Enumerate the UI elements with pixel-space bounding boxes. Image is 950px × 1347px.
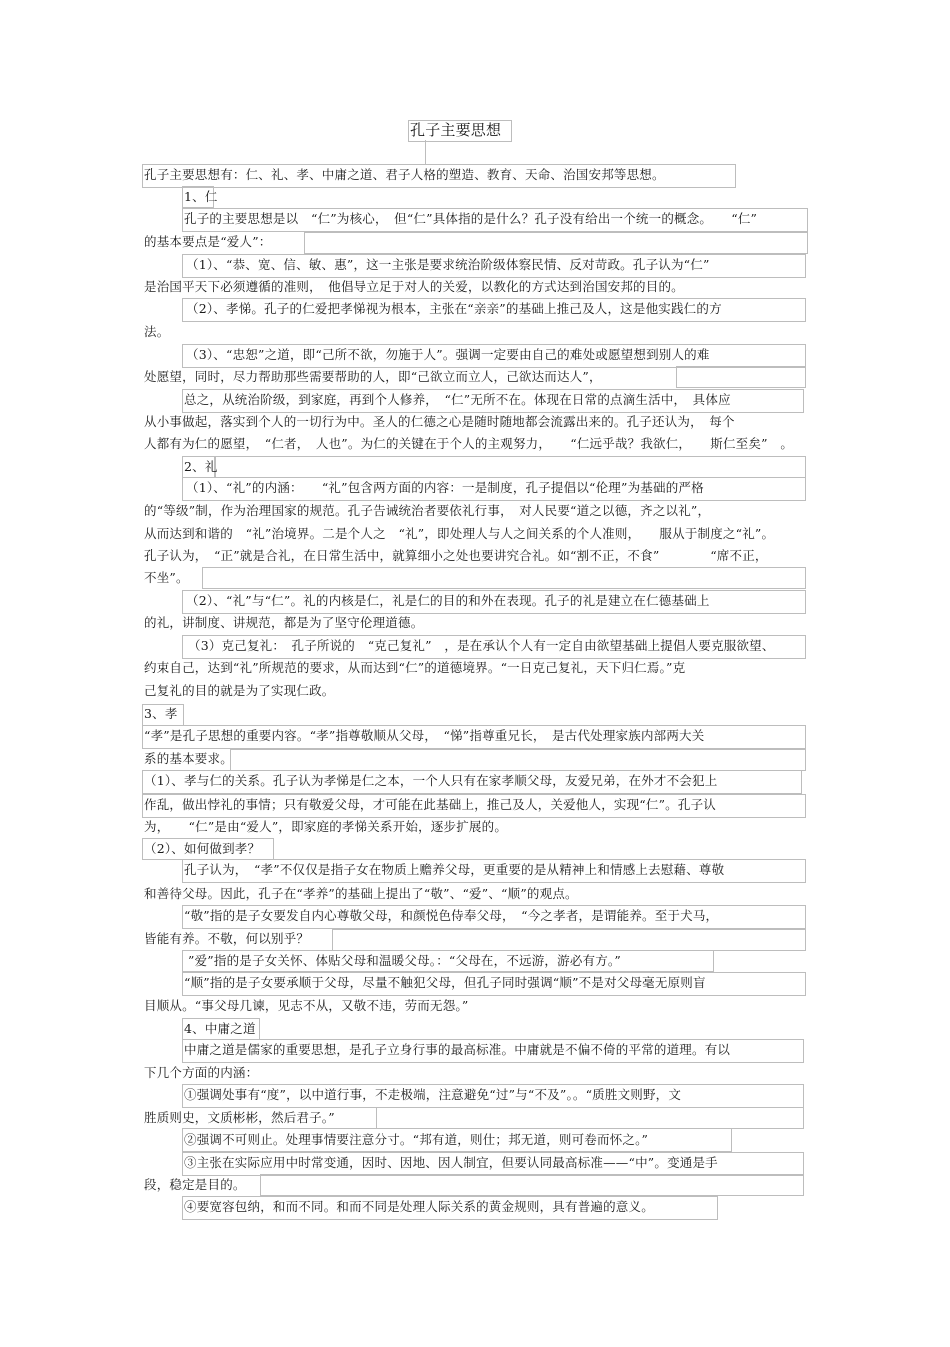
section-heading: 4、中庸之道 [184,1021,256,1036]
title-connector [425,140,426,164]
paragraph-line: 己复礼的目的就是为了实现仁政。 [144,683,335,698]
paragraph-line: ②强调不可则止。处理事情要注意分寸。“邦有道，则仕；邦无道，则可卷而怀之。” [184,1132,649,1147]
paragraph-line: 孔子认为， “正”就是合礼，在日常生活中，就算细小之处也要讲究合礼。如“割不正，不食” “席不正， [144,548,768,563]
paragraph-line: 中庸之道是儒家的重要思想，是孔子立身行事的最高标准。中庸就是不偏不倚的平常的道理。有以 [184,1042,731,1057]
paragraph-line: 的礼，讲制度、讲规范，都是为了坚守伦理道德。 [144,615,424,630]
section-heading: 3、孝 [144,706,178,721]
section-heading: 2、礼 [184,459,218,474]
paragraph-line: 胜质则史，文质彬彬，然后君子。” [144,1110,335,1125]
paragraph-line: ③主张在实际应用中时常变通，因时、因地、因人制宜，但要认同最高标准——“中”。变通是手 [184,1155,718,1170]
paragraph-line: “顺”指的是子女要承顺于父母，尽量不触犯父母，但孔子同时强调“顺”不是对父母毫无原则盲 [184,975,706,990]
text-frame [376,1107,804,1129]
text-frame [214,456,806,478]
paragraph-line: （3）、“忠恕”之道，即“己所不欲，勿施于人”。强调一定要由自己的难处或愿望想到别人的难 [186,347,710,362]
paragraph-line: 的“等级”制，作为治理国家的规范。孔子告诫统治者要依礼行事， 对人民要“道之以德，齐之以礼”， [144,503,711,518]
paragraph-line: 孔子的主要思想是以 “仁”为核心， 但“仁”具体指的是什么？孔子没有给出一个统一的概念。 “仁” [184,211,758,226]
paragraph-line: （1）、“恭、宽、信、敏、惠”，这一主张是要求统治阶级体察民情、反对苛政。孔子认为“仁” [186,257,710,272]
paragraph-line: 段，稳定是目的。 [144,1177,246,1192]
paragraph-line: （2）、如何做到孝？ [144,841,261,856]
paragraph-line: “敬”指的是子女要发自内心尊敬父母，和颜悦色侍奉父母， “今之孝者，是谓能养。至于犬马， [184,908,719,923]
paragraph-line: 为， “仁”是由“爱人”，即家庭的孝悌关系开始，逐步扩展的。 [144,819,508,834]
paragraph-line: ④要宽容包纳，和而不同。和而不同是处理人际关系的黄金规则，具有普遍的意义。 [184,1199,654,1214]
paragraph-line: 目顺从。“事父母几谏，见志不从，又敬不违，劳而无怨。” [144,998,469,1013]
paragraph-line: （1）、“礼”的内涵： “礼”包含两方面的内容：一是制度，孔子提倡以“伦理”为基础的严格 [186,480,704,495]
paragraph-line: 处愿望，同时，尽力帮助那些需要帮助的人，即“己欲立而立人，己欲达而达人”， [144,369,602,384]
text-frame [260,1174,804,1196]
paragraph-line: 从小事做起，落实到个人的一切行为中。圣人的仁德之心是随时随地都会流露出来的。孔子还认为， 每个 [144,414,735,429]
section-heading: 1、仁 [184,189,218,204]
paragraph-line: （2）、孝悌。孔子的仁爱把孝悌视为根本，主张在“亲亲”的基础上推己及人，这是他实践仁的方 [186,301,722,316]
paragraph-line: 作乱，做出悖礼的事情；只有敬爱父母，才可能在此基础上，推己及人，关爱他人，实现“仁”。孔子认 [144,797,716,812]
text-frame [304,232,808,254]
text-frame [332,929,806,951]
paragraph-line: 约束自己，达到“礼”所规范的要求，从而达到“仁”的道德境界。“一日克己复礼，天下归仁焉。”克 [144,660,686,675]
paragraph-line: ”爱”指的是子女关怀、体贴父母和温暖父母。：“父母在，不远游，游必有方。” [188,953,621,968]
paragraph-line: 总之，从统治阶级，到家庭，再到个人修养， “仁”无所不在。体现在日常的点滴生活中， 具体应 [184,392,731,407]
paragraph-line: 和善待父母。因此，孔子在“孝养”的基础上提出了“敬”、“爱”、“顺”的观点。 [144,886,578,901]
text-frame [230,749,806,771]
paragraph-line: “孝”是孔子思想的重要内容。“孝”指尊敬顺从父母， “悌”指尊重兄长， 是古代处理家族内部两大关 [144,728,705,743]
text-frame [202,567,806,589]
paragraph-line: 皆能有养。不敬，何以别乎？ [144,931,310,946]
page-title: 孔子主要思想 [410,121,502,139]
text-frame [676,366,806,388]
paragraph-line: 法。 [144,324,170,339]
paragraph-line: （3）克己复礼： 孔子所说的 “克己复礼” ，是在承认个人有一定自由欲望基础上提倡人要克服欲望、 [188,638,775,653]
paragraph-line: 的基本要点是“爱人”： [144,234,272,249]
paragraph-line: 人都有为仁的愿望， “仁者， 人也”。为仁的关键在于个人的主观努力， “仁远乎哉？我欲仁， 斯仁至矣” 。 [144,436,794,451]
paragraph-line: 下几个方面的内涵： [144,1065,259,1080]
paragraph-line: （1）、孝与仁的关系。孔子认为孝悌是仁之本，一个人只有在家孝顺父母，友爱兄弟，在外才不会犯上 [144,773,718,788]
paragraph-line: 不坐”。 [144,570,189,585]
intro-line: 孔子主要思想有：仁、礼、孝、中庸之道、君子人格的塑造、教育、天命、治国安邦等思想。 [144,167,665,182]
paragraph-line: 系的基本要求。 [144,751,233,766]
paragraph-line: 孔子认为， “孝”不仅仅是指子女在物质上赡养父母，更重要的是从精神上和情感上去慰藉、尊敬 [184,862,725,877]
paragraph-line: 是治国平天下必须遵循的准则， 他倡导立足于对人的关爱，以教化的方式达到治国安邦的目的。 [144,279,684,294]
paragraph-line: （2）、“礼”与“仁”。礼的内核是仁，礼是仁的目的和外在表现。孔子的礼是建立在仁德基础上 [186,593,710,608]
paragraph-line: 从而达到和谐的 “礼”治境界。二是个人之 “礼”，即处理人与人之间关系的个人准则， 服从于制度之“礼”。 [144,526,775,541]
paragraph-line: ①强调处事有“度”，以中道行事，不走极端，注意避免“过”与“不及”。。“质胜文则野，文 [184,1087,682,1102]
